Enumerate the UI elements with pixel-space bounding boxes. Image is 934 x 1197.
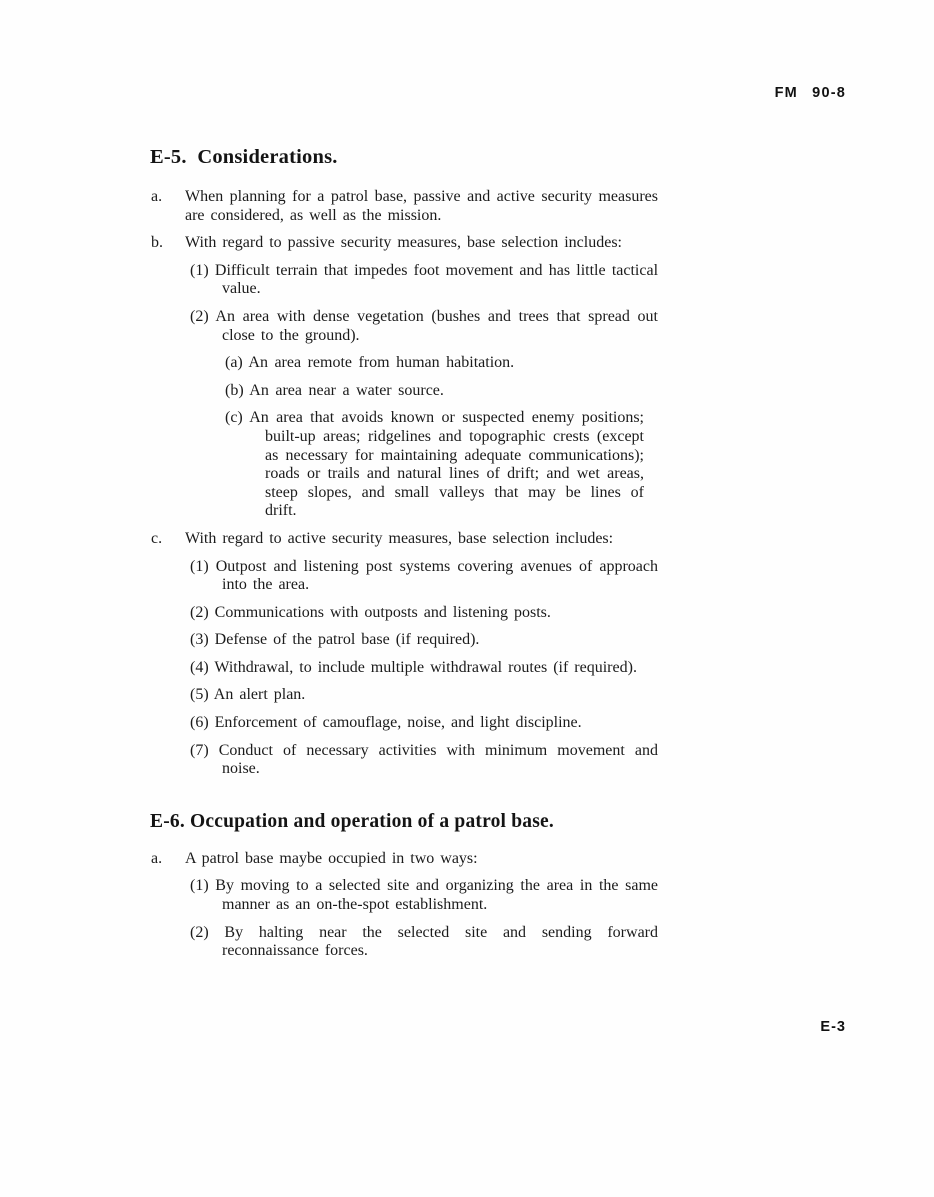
e5-item-c-sub-7-label: (7) xyxy=(190,741,209,759)
e5-item-c-sub-7-text: Conduct of necessary activities with minimum movement and noise. xyxy=(218,741,659,778)
e5-item-b-sub-2 xyxy=(185,308,658,345)
e5-item-a-text: When planning for a patrol base, passive and active security measures are considered, as well as the mission. xyxy=(185,188,658,224)
e5-item-c-sub-4-text: Withdrawal, to include multiple withdrawal routes (if required). xyxy=(214,658,637,676)
e5-item-c-sub-5-text: An alert plan. xyxy=(213,686,306,704)
e5-item-b-sub-1-text: Difficult terrain that impedes foot movement and has little tactical value. xyxy=(214,261,659,298)
section-e6-heading: E-6. Occupation and operation of a patrol base. xyxy=(150,810,554,832)
e5-item-c-sub-1-label: (1) xyxy=(190,557,209,575)
e5-item-b-sub-2-sub-c xyxy=(185,409,644,521)
e5-item-b-sub-1-label: (1) xyxy=(190,261,209,279)
e5-item-b-sub-2-text: An area with dense vegetation (bushes and trees that spread out close to the ground). xyxy=(215,307,658,344)
e6-item-a-label: a. xyxy=(151,849,163,867)
e5-item-c-sub-1 xyxy=(185,558,658,595)
e5-item-b-sub-2-sub-a xyxy=(185,354,644,373)
e5-item-b-sub-2-sub-b-text: An area near a water source. xyxy=(249,381,444,399)
e5-item-c-sub-6-text: Enforcement of camouflage, noise, and light discipline. xyxy=(214,714,582,732)
e5-item-b-sub-2-sub-c-text: An area that avoids known or suspected enemy positions; built-up areas; ridgelines and topographic crests (except as necessary for maintaining adequate communications); roads or trails and natural lines of drift; and wet areas, steep slopes, and small valleys that may be lines of drift. xyxy=(249,409,645,520)
e5-item-c-sub-1-text: Outpost and listening post systems covering avenues of approach into the area. xyxy=(215,557,658,594)
e5-item-c-sub-2-label: (2) xyxy=(190,603,209,621)
e6-item-a-sub-1-text: By moving to a selected site and organizing the area in the same manner as an on-the-spot establishment. xyxy=(215,877,659,914)
e5-item-c-sub-4-label: (4) xyxy=(190,658,209,676)
e5-item-b-sub-2-label: (2) xyxy=(190,307,209,325)
e6-item-a xyxy=(151,849,658,869)
e5-item-c-sub-4 xyxy=(185,659,658,678)
e5-item-a-label: a. xyxy=(151,188,163,205)
page-content xyxy=(150,145,658,970)
e5-item-c-sub-6-label: (6) xyxy=(190,714,209,732)
e6-item-a-sub-2-label: (2) xyxy=(190,923,209,941)
e5-item-b xyxy=(151,234,658,253)
e5-item-c-sub-2 xyxy=(185,604,658,623)
e5-item-c-sub-5 xyxy=(185,686,658,705)
e5-item-b-sub-2-sub-b xyxy=(185,382,644,401)
e5-item-c-sub-2-text: Communications with outposts and listening posts. xyxy=(214,603,551,621)
e5-item-c-sub-5-label: (5) xyxy=(190,686,209,704)
e6-item-a-sub-2-text: By halting near the selected site and sending forward reconnaissance forces. xyxy=(222,923,658,960)
e5-item-a xyxy=(151,188,658,225)
e5-item-b-sub-2-sub-c-label: (c) xyxy=(225,409,243,427)
e5-item-c xyxy=(151,529,658,549)
e6-item-a-sub-1-label: (1) xyxy=(190,877,209,895)
e6-item-a-sub-2 xyxy=(185,924,658,961)
section-e5-heading: E-5. Considerations. xyxy=(150,146,338,168)
e6-item-a-text: A patrol base maybe occupied in two ways: xyxy=(185,849,478,867)
e5-item-c-sub-3 xyxy=(185,631,658,650)
e5-item-b-sub-1 xyxy=(185,262,658,299)
e5-item-c-sub-3-text: Defense of the patrol base (if required). xyxy=(214,631,480,649)
e5-item-c-label: c. xyxy=(151,529,163,547)
e5-item-b-sub-2-sub-a-label: (a) xyxy=(225,354,243,372)
e5-item-c-sub-6 xyxy=(185,714,658,733)
e5-item-c-text: With regard to active security measures, base selection includes: xyxy=(185,529,614,547)
e6-item-a-sub-1 xyxy=(185,877,658,914)
e5-item-b-sub-2-sub-b-label: (b) xyxy=(225,381,244,399)
doc-number-header: FM 90-8 xyxy=(774,85,846,101)
e5-item-c-sub-7 xyxy=(185,742,658,779)
e5-item-b-text: With regard to passive security measures, base selection includes: xyxy=(185,234,622,252)
e5-item-b-sub-2-sub-a-text: An area remote from human habitation. xyxy=(248,354,515,372)
page-number: E-3 xyxy=(820,1019,846,1035)
e5-item-c-sub-3-label: (3) xyxy=(190,631,209,649)
e5-item-b-label: b. xyxy=(151,234,163,252)
